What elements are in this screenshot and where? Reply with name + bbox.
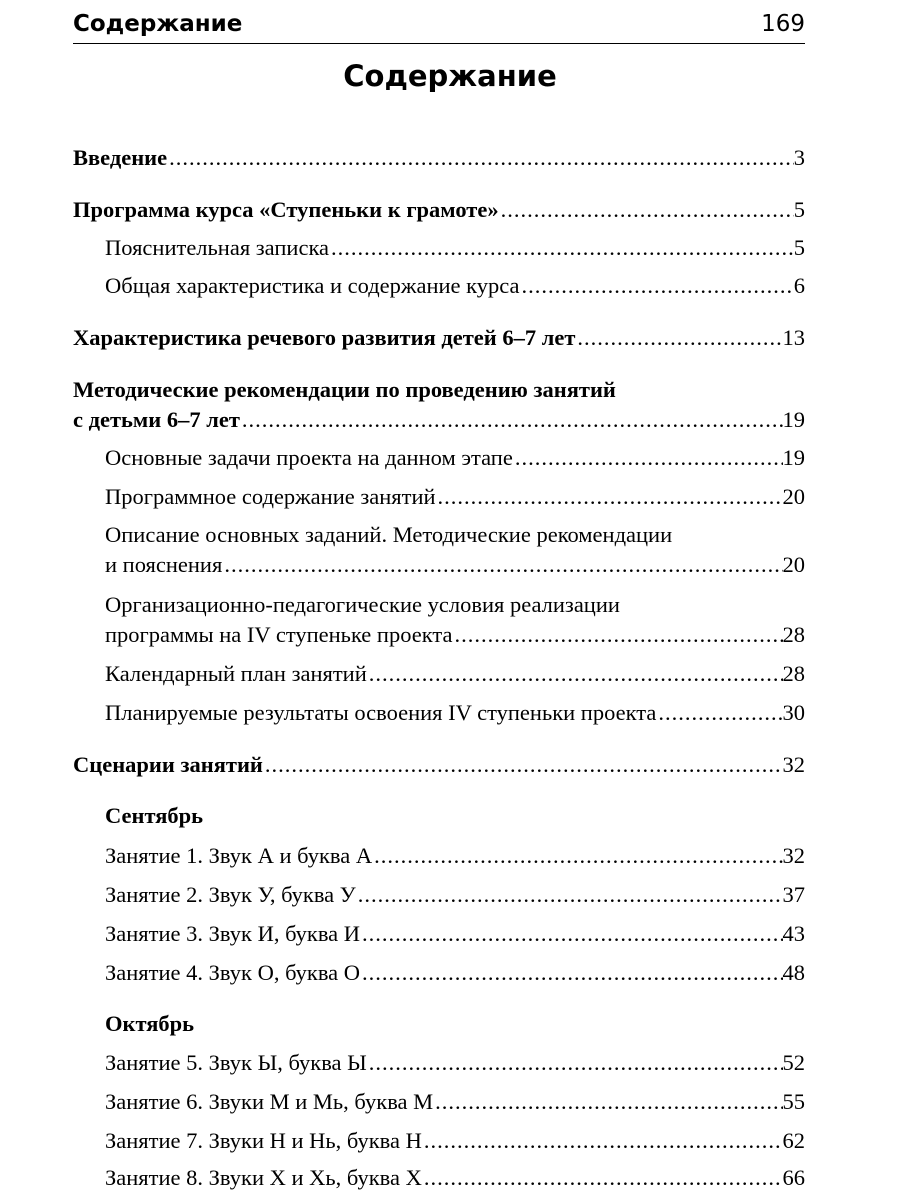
toc-entry-program-note xyxy=(105,232,805,264)
toc-entry-page: 28 xyxy=(782,622,805,647)
dot-leader xyxy=(513,442,783,474)
toc-entry-methods-tasks xyxy=(105,442,805,474)
toc-entry-methods-line1: Методические рекомендации по проведению занятий xyxy=(73,377,616,402)
toc-entry-text: Занятие 6. Звуки М и Мь, буква М xyxy=(105,1089,434,1114)
toc-entry-page: 62 xyxy=(782,1128,805,1153)
dot-leader xyxy=(422,1125,783,1157)
dot-leader xyxy=(575,322,782,354)
toc-entry-text: с детьми 6–7 лет xyxy=(73,407,240,432)
toc-entry-text: Общая характеристика и содержание курса xyxy=(105,273,520,298)
toc-entry-page: 20 xyxy=(782,484,805,509)
page-number: 169 xyxy=(761,11,805,37)
running-head xyxy=(73,6,805,42)
toc-entry-text: Планируемые результаты освоения IV ступеньки проекта xyxy=(105,700,657,725)
toc-entry-methods-program xyxy=(105,481,805,513)
dot-leader xyxy=(360,957,782,989)
toc-entry-intro xyxy=(73,142,805,174)
toc-entry-lesson xyxy=(105,840,805,872)
toc-entry-lesson xyxy=(105,1125,805,1157)
toc-entry-lesson xyxy=(105,957,805,989)
toc-entry-text: Основные задачи проекта на данном этапе xyxy=(105,445,513,470)
toc-entry-page: 28 xyxy=(782,661,805,686)
toc-entry-page: 32 xyxy=(782,752,805,777)
dot-leader xyxy=(356,879,783,911)
toc-entry-page: 55 xyxy=(782,1089,805,1114)
toc-entry-page: 30 xyxy=(782,700,805,725)
toc-entry-lesson xyxy=(105,1086,805,1118)
dot-leader xyxy=(240,404,783,436)
header-rule xyxy=(73,43,805,44)
toc-entry-page: 6 xyxy=(793,273,805,298)
toc-entry-methods-org-line1: Организационно-педагогические условия реализации xyxy=(105,592,620,617)
toc-entry-program-general xyxy=(105,270,805,302)
toc-entry-text: Календарный план занятий xyxy=(105,661,367,686)
toc-entry-lesson xyxy=(105,879,805,911)
toc-entry-text: Занятие 5. Звук Ы, буква Ы xyxy=(105,1050,367,1075)
toc-entry-speech xyxy=(73,322,805,354)
toc-entry-page: 43 xyxy=(782,921,805,946)
dot-leader xyxy=(452,619,782,651)
toc-entry-page: 52 xyxy=(782,1050,805,1075)
toc-entry-text: Характеристика речевого развития детей 6–7 лет xyxy=(73,325,576,350)
dot-leader xyxy=(263,749,783,781)
toc-entry-text: программы на IV ступеньке проекта xyxy=(105,622,453,647)
dot-leader xyxy=(433,1086,782,1118)
dot-leader xyxy=(329,232,794,264)
dot-leader xyxy=(422,1162,783,1194)
dot-leader xyxy=(360,918,782,950)
toc-entry-methods-results xyxy=(105,697,805,729)
dot-leader xyxy=(436,481,783,513)
toc-entry-methods-desc-line1: Описание основных заданий. Методические рекомендации xyxy=(105,522,673,547)
toc-entry-text: Сценарии занятий xyxy=(73,752,263,777)
toc-entry-text: Занятие 8. Звуки Х и Хь, буква Х xyxy=(105,1165,422,1190)
dot-leader xyxy=(367,1047,783,1079)
toc-entry-text: Введение xyxy=(73,145,168,170)
toc-entry-methods-desc xyxy=(105,549,805,581)
toc-entry-page: 13 xyxy=(782,325,805,350)
toc-entry-page: 20 xyxy=(782,552,805,577)
month-heading-september: Сентябрь xyxy=(105,803,204,828)
month-heading-october: Октябрь xyxy=(105,1011,195,1036)
page-title: Содержание xyxy=(343,59,557,93)
toc-entry-page: 19 xyxy=(782,445,805,470)
toc-entry-page: 5 xyxy=(793,197,805,222)
dot-leader xyxy=(372,840,782,872)
toc-entry-text: Занятие 7. Звуки Н и Нь, буква Н xyxy=(105,1128,422,1153)
toc-entry-methods-calendar xyxy=(105,658,805,690)
dot-leader xyxy=(656,697,782,729)
dot-leader xyxy=(222,549,782,581)
toc-entry-text: и пояснения xyxy=(105,552,223,577)
toc-entry-methods xyxy=(73,404,805,436)
toc-entry-text: Программное содержание занятий xyxy=(105,484,436,509)
toc-entry-page: 3 xyxy=(793,145,805,170)
dot-leader xyxy=(499,194,794,226)
dot-leader xyxy=(520,270,794,302)
dot-leader xyxy=(367,658,783,690)
toc-entry-page: 48 xyxy=(782,960,805,985)
toc-entry-text: Занятие 1. Звук А и буква А xyxy=(105,843,373,868)
toc-entry-page: 66 xyxy=(782,1165,805,1190)
toc-entry-lesson xyxy=(105,1162,805,1194)
toc-entry-page: 5 xyxy=(793,235,805,260)
toc-entry-text: Занятие 4. Звук О, буква О xyxy=(105,960,361,985)
toc-entry-scenarios xyxy=(73,749,805,781)
toc-entry-methods-org xyxy=(105,619,805,651)
toc-entry-lesson xyxy=(105,1047,805,1079)
toc-entry-lesson xyxy=(105,918,805,950)
toc-entry-text: Занятие 3. Звук И, буква И xyxy=(105,921,361,946)
toc-entry-text: Пояснительная записка xyxy=(105,235,330,260)
toc-entry-page: 32 xyxy=(782,843,805,868)
toc-entry-text: Занятие 2. Звук У, буква У xyxy=(105,882,356,907)
dot-leader xyxy=(167,142,794,174)
toc-entry-program xyxy=(73,194,805,226)
toc-entry-page: 37 xyxy=(782,882,805,907)
toc-entry-text: Программа курса «Ступеньки к грамоте» xyxy=(73,197,499,222)
toc-entry-page: 19 xyxy=(782,407,805,432)
running-head-title: Содержание xyxy=(73,11,243,37)
